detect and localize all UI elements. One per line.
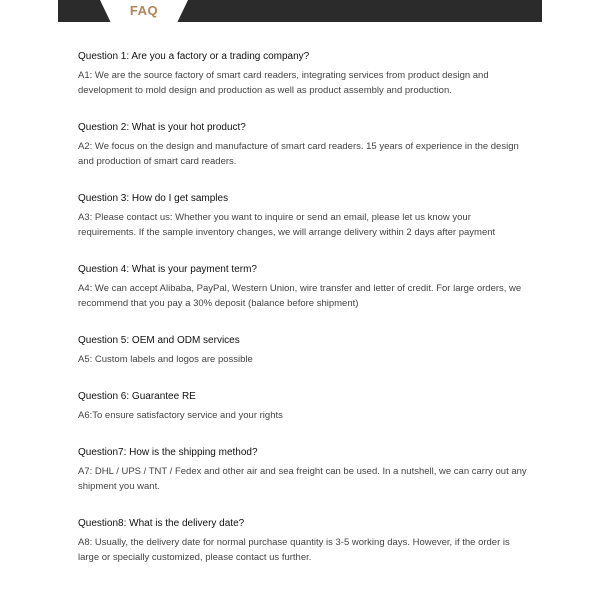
faq-answer: A7: DHL / UPS / TNT / Fedex and other air and sea freight can be used. In a nutshell, we can carry out any shipment you want. [78,466,527,492]
faq-item-5 [78,334,528,367]
faq-item-6 [78,390,528,423]
faq-question: Question7: How is the shipping method? [78,447,258,458]
faq-question: Question 4: What is your payment term? [78,264,257,275]
faq-answer: A1: We are the source factory of smart card readers, integrating services from product design and development to mold design and production as well as product assembly and production. [78,70,489,96]
faq-question: Question 3: How do I get samples [78,193,229,204]
faq-question: Question 2: What is your hot product? [78,122,246,133]
faq-answer: A3: Please contact us: Whether you want to inquire or send an email, please let us know your requirements. If the sample inventory changes, we will arrange delivery within 2 days after payment [78,212,496,238]
faq-answer: A2: We focus on the design and manufacture of smart card readers. 15 years of experience in the design and production of smart card readers. [78,141,519,167]
faq-question: Question 1: Are you a factory or a trading company? [78,51,310,62]
faq-item-8 [78,517,528,565]
faq-item-1 [78,50,528,98]
faq-question: Question 6: Guarantee RE [78,391,196,402]
faq-answer: A4: We can accept Alibaba, PayPal, Western Union, wire transfer and letter of credit. For large orders, we recommend that you pay a 30% deposit (balance before shipment) [78,283,522,309]
faq-item-7 [78,446,528,494]
faq-question: Question8: What is the delivery date? [78,518,245,529]
faq-list [78,50,528,588]
faq-item-2 [78,121,528,169]
faq-answer: A8: Usually, the delivery date for normal purchase quantity is 3-5 working days. However, if the order is large or specially customized, please contact us further. [78,537,510,563]
faq-answer: A6:To ensure satisfactory service and your rights [78,410,283,421]
faq-item-3 [78,192,528,240]
faq-item-4 [78,263,528,311]
faq-question: Question 5: OEM and ODM services [78,335,240,346]
page-title: FAQ [129,3,159,18]
faq-answer: A5: Custom labels and logos are possible [78,354,253,365]
